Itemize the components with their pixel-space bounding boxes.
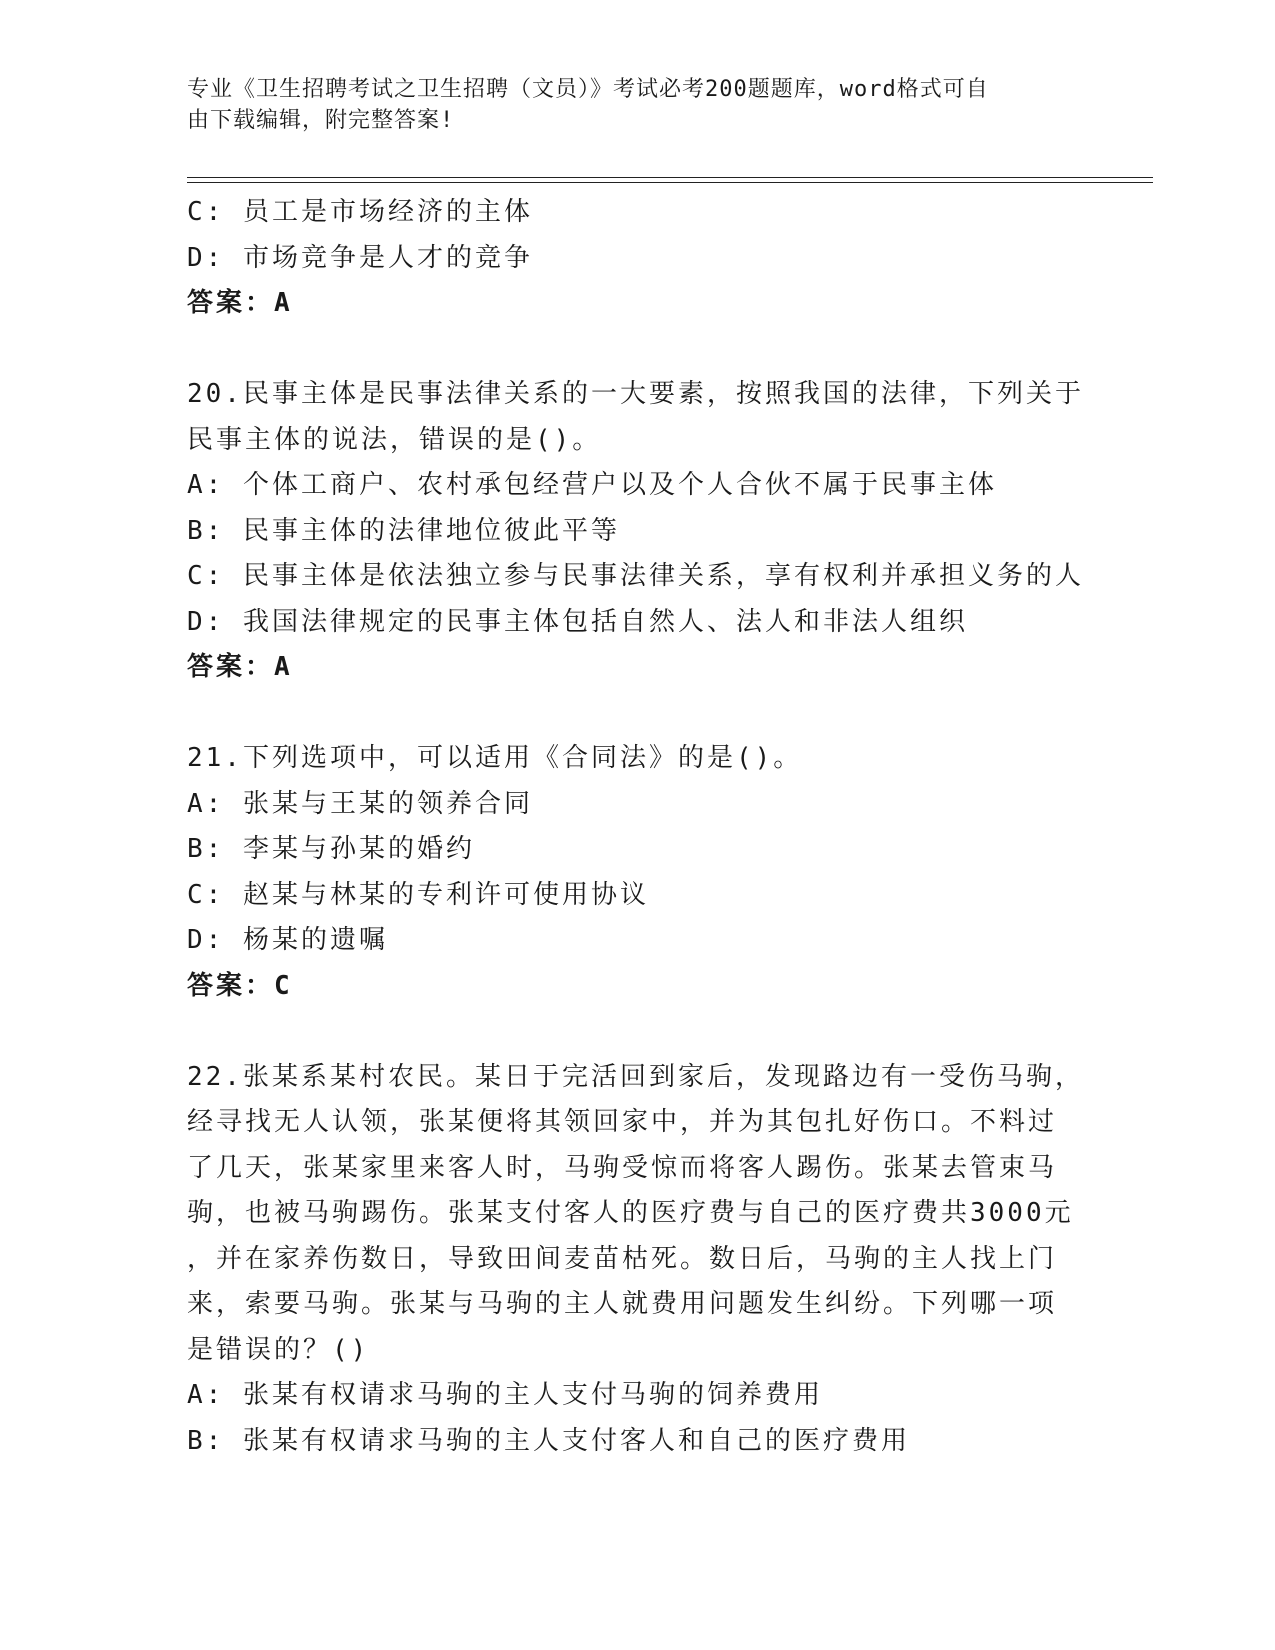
option-b: B: 张某有权请求马驹的主人支付客人和自己的医疗费用: [187, 1425, 910, 1456]
option-a: A: 张某与王某的领养合同: [187, 788, 533, 819]
question-stem: 驹，也被马驹踢伤。张某支付客人的医疗费与自己的医疗费共3000元: [187, 1198, 1074, 1228]
question-22: [187, 1055, 1087, 1465]
header-divider-bottom: [187, 182, 1153, 183]
spacer: [187, 1009, 1087, 1055]
question-stem: 21.下列选项中，可以适用《合同法》的是()。: [187, 743, 803, 773]
question-21: [187, 736, 1087, 1009]
option-c: C: 赵某与林某的专利许可使用协议: [187, 879, 649, 910]
option-d: D: 我国法律规定的民事主体包括自然人、法人和非法人组织: [187, 606, 968, 637]
header-line-1: 专业《卫生招聘考试之卫生招聘（文员）》考试必考200题题库，word格式可自: [187, 77, 989, 102]
header-line-2: 由下载编辑，附完整答案!: [187, 108, 455, 133]
question-stem: 是错误的？(): [187, 1334, 370, 1365]
question-stem: 来，索要马驹。张某与马驹的主人就费用问题发生纠纷。下列哪一项: [187, 1289, 1058, 1319]
answer: 答案：A: [187, 288, 293, 318]
spacer: [187, 691, 1087, 737]
question-stem: 22.张某系某村农民。某日于完活回到家后，发现路边有一受伤马驹，: [187, 1061, 1084, 1092]
header-divider-top: [187, 177, 1153, 178]
option-d: D: 市场竞争是人才的竞争: [187, 242, 533, 273]
option-a: A: 张某有权请求马驹的主人支付马驹的饲养费用: [187, 1380, 823, 1410]
document-body: [187, 190, 1087, 1464]
question-stem: ，并在家养伤数日，导致田间麦苗枯死。数日后，马驹的主人找上门: [187, 1243, 1058, 1274]
document-header: [187, 74, 1067, 136]
question-20: [187, 372, 1087, 691]
option-b: B: 李某与孙某的婚约: [187, 834, 475, 864]
option-b: B: 民事主体的法律地位彼此平等: [187, 515, 620, 546]
question-stem: 民事主体的说法，错误的是()。: [187, 424, 602, 455]
option-c: C: 员工是市场经济的主体: [187, 197, 533, 227]
answer: 答案：C: [187, 970, 293, 1001]
question-stem: 经寻找无人认领，张某便将其领回家中，并为其包扎好伤口。不料过: [187, 1107, 1058, 1137]
question-stem: 了几天，张某家里来客人时，马驹受惊而将客人踢伤。张某去管束马: [187, 1152, 1058, 1183]
spacer: [187, 327, 1087, 373]
answer: 答案：A: [187, 652, 293, 682]
option-a: A: 个体工商户、农村承包经营户以及个人合伙不属于民事主体: [187, 470, 997, 500]
question-19-tail: [187, 190, 1087, 327]
question-stem: 20.民事主体是民事法律关系的一大要素，按照我国的法律，下列关于: [187, 379, 1084, 409]
option-c: C: 民事主体是依法独立参与民事法律关系，享有权利并承担义务的人: [187, 561, 1084, 591]
option-d: D: 杨某的遗嘱: [187, 925, 388, 955]
